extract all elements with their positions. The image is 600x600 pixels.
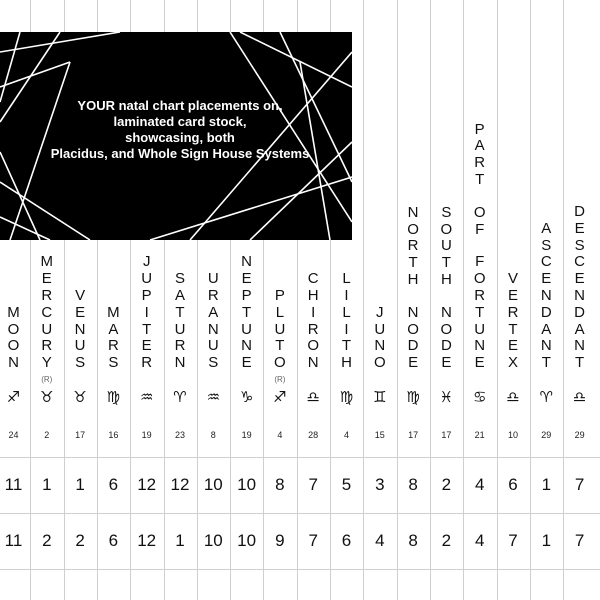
placement-name [363, 305, 396, 372]
degree-value: 23 [174, 430, 185, 440]
degree-value: 29 [574, 430, 585, 440]
placement-name-word [541, 221, 552, 372]
placidus-house: 6 [508, 475, 518, 494]
name-letter: E [141, 337, 152, 355]
name-letter: E [241, 270, 252, 288]
name-letter: I [344, 320, 349, 338]
taurus-icon: ♉ [73, 388, 87, 406]
capricorn-icon: ♑ [239, 388, 254, 406]
name-letter: O [473, 203, 486, 221]
placement-name-word [307, 271, 319, 372]
placement-name-word [75, 288, 86, 372]
whole-sign-house: 7 [508, 531, 518, 550]
name-letter: O [274, 354, 286, 372]
name-letter: N [407, 303, 419, 321]
aries-icon: ♈ [173, 388, 187, 406]
placement-name [97, 305, 130, 372]
aquarius-icon: ♒ [206, 388, 221, 406]
whole-sign-house: 6 [341, 531, 352, 550]
name-letter: R [474, 154, 486, 172]
degree-value: 19 [141, 430, 152, 440]
placidus-house: 3 [375, 475, 385, 494]
placement-name-word [7, 305, 20, 372]
name-letter: U [41, 320, 53, 338]
name-letter: S [75, 354, 86, 372]
placement-name [397, 205, 430, 372]
name-letter: J [376, 303, 384, 321]
name-letter: O [307, 337, 320, 355]
placement-name-word [574, 204, 585, 372]
name-letter: A [174, 286, 185, 304]
degree-value: 29 [541, 430, 552, 440]
name-letter: D [440, 337, 452, 355]
placidus-house: 12 [170, 475, 190, 494]
placement-name [463, 122, 496, 372]
name-letter: N [374, 337, 386, 355]
name-letter: A [208, 303, 219, 321]
name-letter: M [7, 303, 20, 321]
name-letter: D [540, 303, 552, 321]
libra-icon: ♎ [306, 388, 320, 406]
whole-sign-house: 2 [42, 531, 52, 550]
placidus-house: 1 [42, 475, 52, 494]
promo-banner [0, 32, 352, 240]
name-letter: A [541, 219, 552, 237]
placidus-house: 10 [237, 475, 257, 494]
degree-value: 17 [75, 430, 86, 440]
virgo-icon: ♍ [339, 388, 354, 406]
name-letter: E [441, 354, 452, 372]
cancer-icon: ♋ [472, 388, 487, 406]
name-letter: N [207, 320, 219, 338]
name-letter: F [475, 220, 485, 238]
name-letter: D [407, 337, 419, 355]
name-letter: C [41, 303, 53, 321]
name-letter: N [174, 354, 186, 372]
pisces-icon: ♓ [439, 388, 454, 406]
whole-sign-house: 10 [203, 531, 223, 550]
placement-name-word [274, 288, 286, 372]
whole-sign-house: 1 [175, 531, 185, 550]
name-letter: T [475, 303, 485, 321]
name-letter: O [473, 270, 486, 288]
whole-sign-house: 1 [541, 531, 552, 550]
name-letter: H [307, 286, 319, 304]
banner-line: showcasing, both [125, 130, 235, 145]
name-letter: L [342, 270, 351, 288]
name-letter: S [441, 203, 452, 221]
degree-value: 15 [374, 430, 385, 440]
placement-name-word [341, 271, 352, 372]
sagittarius-icon: ♐ [6, 388, 21, 406]
whole-sign-house: 7 [308, 531, 318, 550]
name-letter: R [207, 286, 219, 304]
placement-name-word [441, 305, 453, 372]
name-letter: A [474, 137, 485, 155]
degree-value: 10 [507, 430, 518, 440]
name-letter: A [108, 320, 119, 338]
name-letter: Y [41, 354, 52, 372]
name-letter: R [41, 337, 53, 355]
name-letter: N [540, 337, 552, 355]
name-letter: E [474, 354, 485, 372]
libra-icon: ♎ [506, 388, 520, 406]
name-letter: E [507, 286, 518, 304]
placement-name-word [374, 305, 386, 372]
name-letter: H [440, 270, 452, 288]
name-letter: O [7, 337, 20, 355]
name-letter: L [275, 303, 285, 321]
whole-sign-house: 11 [4, 531, 23, 550]
placement-name [263, 288, 296, 372]
name-letter: U [374, 320, 386, 338]
placement-name-word [107, 305, 120, 372]
name-letter: U [241, 320, 253, 338]
name-letter: L [342, 303, 351, 321]
name-letter: I [311, 303, 316, 321]
name-letter: U [141, 270, 153, 288]
placement-name-word [175, 271, 186, 372]
degree-value: 16 [108, 430, 119, 440]
name-letter: R [107, 337, 119, 355]
name-letter: P [274, 287, 285, 304]
placement-name [130, 254, 163, 372]
placidus-house: 5 [341, 475, 352, 494]
whole-sign-house: 10 [237, 531, 257, 550]
degree-value: 4 [277, 430, 283, 440]
name-letter: T [541, 354, 551, 372]
whole-sign-house: 2 [75, 531, 85, 550]
banner-line: YOUR natal chart placements on, [77, 98, 283, 113]
name-letter: N [540, 286, 552, 304]
placement-name [430, 205, 463, 372]
name-letter: M [40, 253, 54, 271]
degree-value: 28 [308, 430, 319, 440]
name-letter: R [41, 286, 53, 304]
placement-name [30, 254, 63, 372]
degree-value: 8 [210, 430, 216, 440]
name-letter: R [141, 354, 153, 372]
name-letter: A [541, 320, 552, 338]
placement-name [0, 305, 30, 372]
name-letter: T [575, 354, 585, 372]
name-letter: N [574, 286, 586, 304]
whole-sign-house: 2 [441, 531, 452, 550]
name-letter: O [407, 320, 419, 338]
name-letter: S [208, 354, 219, 372]
name-letter: P [141, 286, 152, 304]
name-letter: M [107, 303, 120, 321]
name-letter: O [373, 354, 386, 372]
name-letter: U [207, 337, 219, 355]
placement-name [497, 271, 530, 372]
placement-name-word [241, 254, 252, 372]
placement-name [197, 271, 230, 372]
virgo-icon: ♍ [106, 388, 121, 406]
name-letter: U [440, 237, 452, 255]
name-letter: S [574, 236, 585, 254]
degree-value: 24 [8, 430, 19, 440]
whole-sign-house: 4 [474, 531, 485, 550]
placement-name-word [208, 271, 219, 372]
name-letter: V [75, 287, 86, 304]
placement-name-word [407, 305, 419, 372]
placement-name-word [407, 205, 419, 289]
whole-sign-house: 4 [375, 531, 385, 550]
placidus-house: 6 [108, 475, 119, 494]
placement-name [164, 271, 197, 372]
name-letter: D [574, 303, 586, 321]
name-letter: D [574, 203, 586, 220]
name-letter: T [175, 303, 185, 321]
whole-sign-house: 9 [275, 531, 285, 550]
placement-name-word [508, 271, 519, 372]
placement-column [363, 0, 396, 600]
libra-icon: ♎ [572, 388, 587, 406]
name-letter: T [508, 320, 518, 338]
name-letter: U [74, 337, 86, 355]
placidus-house: 1 [541, 475, 552, 494]
name-letter: V [507, 270, 518, 288]
retrograde-marker: (R) [41, 375, 53, 384]
name-letter: N [74, 320, 86, 338]
name-letter: S [541, 236, 552, 254]
name-letter: E [574, 270, 585, 288]
placement-name-word [474, 254, 486, 372]
name-letter: T [441, 254, 451, 272]
banner-headline [30, 98, 330, 162]
degree-value: 21 [474, 430, 485, 440]
name-letter: E [241, 354, 252, 372]
name-letter: E [574, 219, 585, 237]
name-letter: N [241, 337, 253, 355]
name-letter: S [174, 270, 185, 288]
banner-line: Placidus, and Whole Sign House Systems [50, 146, 310, 161]
placement-name [563, 204, 596, 372]
retrograde-marker: (R) [274, 375, 286, 384]
placidus-house: 7 [574, 475, 585, 494]
name-letter: T [341, 337, 352, 355]
name-letter: U [174, 320, 186, 338]
name-letter: I [144, 303, 149, 321]
placement-column [430, 0, 463, 600]
name-letter: O [440, 220, 453, 238]
name-letter: T [242, 303, 252, 321]
name-letter: R [407, 237, 419, 255]
column-divider [363, 0, 364, 600]
name-letter: O [7, 320, 20, 338]
placement-column [530, 0, 563, 600]
placidus-house: 1 [75, 475, 85, 494]
placement-name-word [441, 205, 453, 289]
placidus-house: 2 [441, 475, 452, 494]
degree-value: 17 [408, 430, 419, 440]
name-letter: T [275, 337, 285, 355]
name-letter: C [574, 253, 586, 271]
whole-sign-house: 8 [408, 531, 418, 550]
name-letter: U [274, 320, 286, 338]
name-letter: E [41, 270, 52, 288]
name-letter: H [341, 354, 352, 372]
name-letter: T [408, 254, 418, 272]
name-letter: R [307, 320, 319, 338]
name-letter: R [174, 337, 186, 355]
name-letter: X [507, 354, 518, 372]
name-letter: U [474, 320, 486, 338]
placidus-house: 8 [275, 475, 285, 494]
name-letter: P [241, 286, 252, 304]
name-letter: F [475, 253, 485, 271]
name-letter: N [307, 354, 319, 372]
name-letter: N [241, 253, 253, 271]
placement-name [64, 288, 97, 372]
name-letter: E [507, 337, 518, 355]
placidus-house: 7 [308, 475, 318, 494]
name-letter: R [474, 286, 486, 304]
name-letter: N [574, 337, 586, 355]
placement-name-word [474, 205, 486, 239]
aries-icon: ♈ [539, 388, 554, 406]
degree-value: 4 [343, 430, 349, 440]
degree-value: 2 [44, 430, 50, 440]
placidus-house: 4 [474, 475, 485, 494]
banner-line: laminated card stock, [113, 114, 247, 129]
placidus-house: 10 [203, 475, 223, 494]
placement-name [530, 221, 563, 372]
name-letter: E [75, 303, 86, 321]
name-letter: N [474, 337, 486, 355]
gemini-icon: ♊ [373, 388, 387, 406]
placement-name [330, 271, 363, 372]
placement-column [463, 0, 496, 600]
name-letter: R [507, 303, 519, 321]
degree-value: 19 [241, 430, 252, 440]
whole-sign-house: 7 [574, 531, 585, 550]
placement-name-word [474, 122, 485, 189]
placidus-house: 8 [408, 475, 418, 494]
sagittarius-icon: ♐ [273, 388, 287, 406]
name-letter: N [407, 203, 419, 221]
name-letter: N [8, 354, 19, 372]
name-letter: C [307, 270, 319, 288]
whole-sign-house: 12 [137, 531, 157, 550]
whole-sign-house: 6 [108, 531, 119, 550]
placement-column [563, 0, 596, 600]
name-letter: I [344, 286, 349, 304]
name-letter: T [475, 170, 485, 188]
name-letter: O [407, 220, 419, 238]
name-letter: S [108, 354, 119, 372]
aquarius-icon: ♒ [139, 388, 154, 406]
placidus-house: 12 [137, 475, 157, 494]
placement-column [397, 0, 430, 600]
name-letter: T [142, 320, 152, 338]
name-letter: A [574, 320, 585, 338]
name-letter: E [541, 270, 552, 288]
name-letter: O [440, 320, 453, 338]
placement-name-word [41, 254, 54, 372]
name-letter: H [407, 270, 419, 288]
name-letter: E [408, 354, 419, 372]
placement-name [230, 254, 263, 372]
name-letter: J [142, 253, 151, 271]
name-letter: N [440, 303, 452, 321]
placement-name-word [141, 254, 152, 372]
virgo-icon: ♍ [406, 388, 420, 406]
name-letter: U [207, 270, 219, 288]
placidus-house: 11 [4, 475, 23, 494]
placement-name [297, 271, 330, 372]
name-letter: P [474, 120, 485, 138]
name-letter: C [540, 253, 552, 271]
degree-value: 17 [441, 430, 452, 440]
placement-column [497, 0, 530, 600]
taurus-icon: ♉ [40, 388, 54, 406]
